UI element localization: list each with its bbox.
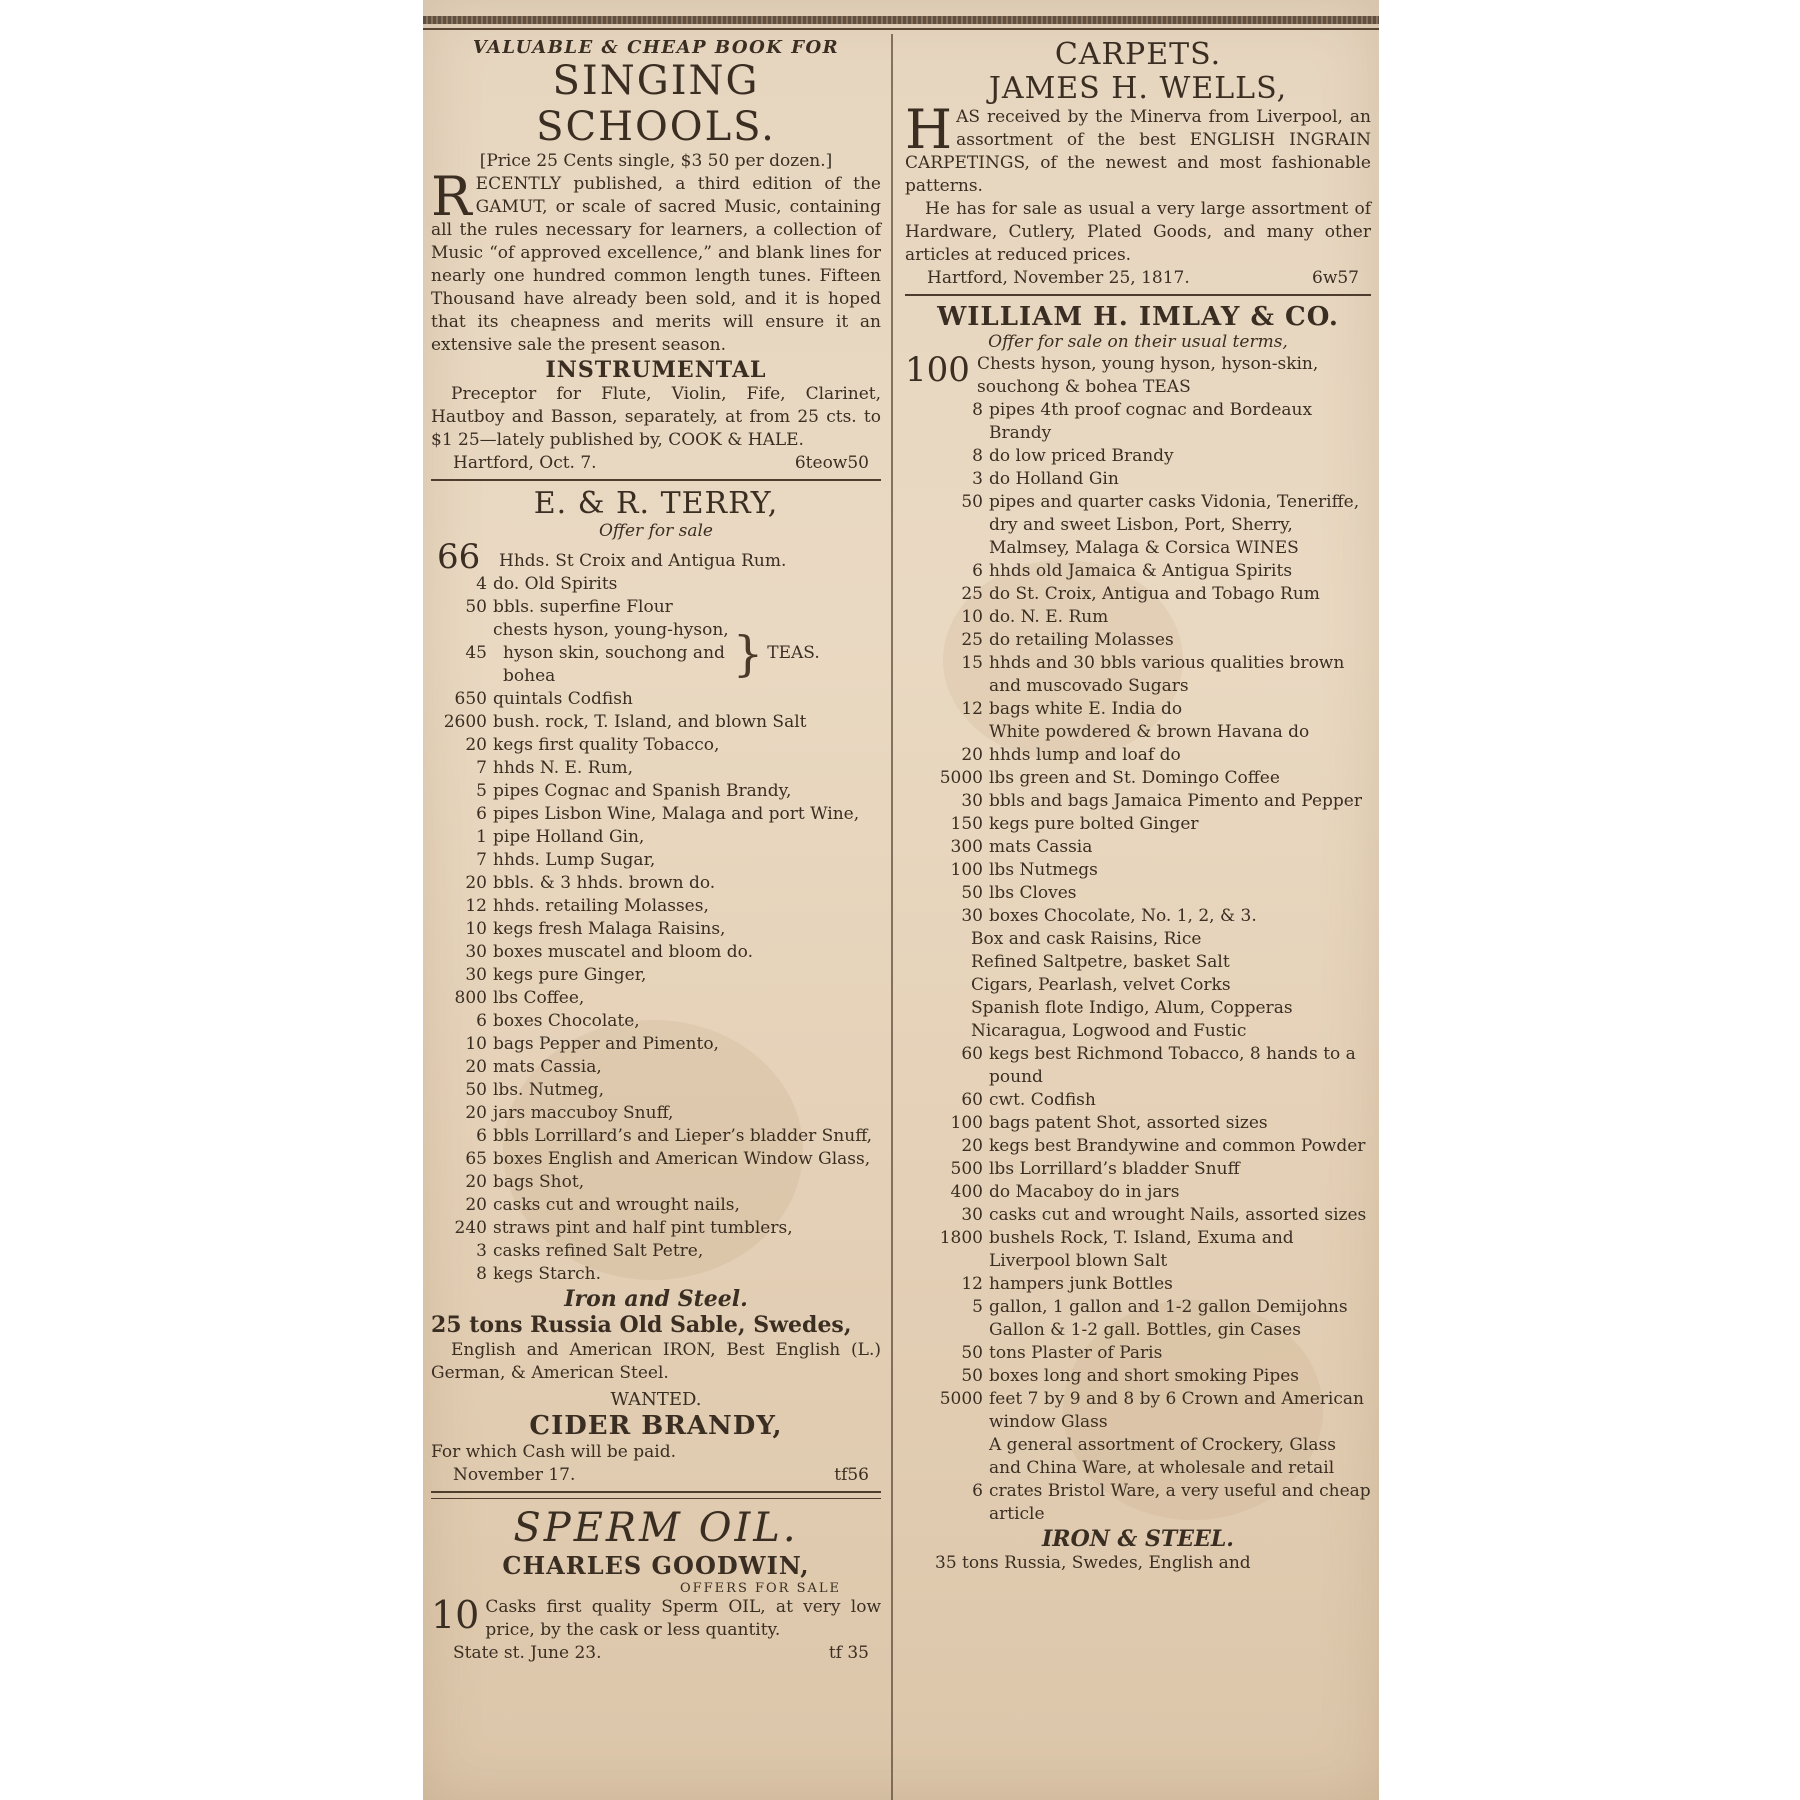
list-item (431, 941, 881, 964)
item-qty: 65 (465, 1149, 487, 1169)
brace-glyph: } (732, 625, 764, 682)
cash-line: For which Cash will be paid. (431, 1442, 677, 1462)
item-desc: hhds N. E. Rum, (493, 758, 633, 778)
item-qty: 5000 (939, 768, 983, 788)
ad-title: WILLIAM H. IMLAY & CO. (937, 302, 1339, 332)
right-column (905, 38, 1371, 1579)
item-qty (905, 721, 989, 744)
teas-line: bohea (503, 666, 556, 686)
list-item (431, 688, 881, 711)
item-desc: pipes Lisbon Wine, Malaga and port Wine, (493, 804, 860, 824)
ad-subtitle: INSTRUMENTAL (545, 357, 767, 383)
item-desc: bbls and bags Jamaica Pimento and Pepper (989, 791, 1362, 811)
ad-body-text: AS received by the Minerva from Liverpool, an assortment of the best ENGLISH INGRAIN CARPETINGS, of the newest and most fashionable patterns. (905, 107, 1371, 196)
item-desc: pipe Holland Gin, (493, 827, 645, 847)
item-desc: kegs pure bolted Ginger (989, 814, 1199, 834)
item-qty: 10 (465, 1034, 487, 1054)
list-item (905, 1112, 1371, 1135)
item-qty: 1 (476, 827, 487, 847)
list-item (905, 468, 1371, 491)
teas-item (431, 619, 881, 688)
item-desc: A general assortment of Crockery, Glass and China Ware, at wholesale and retail (989, 1435, 1336, 1478)
item-desc: kegs pure Ginger, (493, 965, 647, 985)
ad-carpets (905, 38, 1371, 289)
date-text: November 17. (453, 1465, 576, 1485)
item-desc: quintals Codfish (493, 689, 633, 709)
item-qty: 6 (476, 804, 487, 824)
iron-line: 35 tons Russia, Swedes, English and (935, 1553, 1251, 1573)
ad-subtext: Preceptor for Flute, Violin, Fife, Clarinet, Hautboy and Basson, separately, at from 25 cts. to $1 25—lately published by, COOK & HALE. (431, 384, 881, 450)
item-desc: hhds old Jamaica & Antigua Spirits (989, 561, 1293, 581)
list-item (431, 711, 881, 734)
item-qty: 30 (465, 942, 487, 962)
item-desc: lbs Coffee, (493, 988, 585, 1008)
item-desc: White powdered & brown Havana do (989, 722, 1310, 742)
list-item (431, 872, 881, 895)
list-item (431, 1217, 881, 1240)
list-item (431, 1010, 881, 1033)
item-desc: bushels Rock, T. Island, Exuma and Liverpool blown Salt (989, 1228, 1294, 1271)
list-item (905, 445, 1371, 468)
list-item (905, 491, 1371, 560)
list-item (431, 826, 881, 849)
item-qty: 3 (972, 469, 983, 489)
item-qty: 8 (476, 1264, 487, 1284)
date-text: Hartford, Oct. 7. (453, 453, 597, 473)
item-qty: 30 (961, 906, 983, 926)
drop-cap: H (905, 98, 953, 161)
item-desc: lbs Nutmegs (989, 860, 1098, 880)
item-qty: 60 (961, 1044, 983, 1064)
ad-body-2: He has for sale as usual a very large assortment of Hardware, Cutlery, Plated Goods, and many other articles at reduced prices. (905, 199, 1371, 265)
item-qty: 50 (961, 492, 983, 512)
ad-sperm-oil (431, 1505, 881, 1664)
item-desc: crates Bristol Ware, a very useful and cheap article (989, 1481, 1371, 1524)
list-item (431, 1125, 881, 1148)
plain-line: Nicaragua, Logwood and Fustic (971, 1021, 1247, 1041)
ad-separator (905, 294, 1371, 296)
item-qty (905, 1434, 989, 1480)
list-item (905, 1204, 1371, 1227)
plain-list (905, 928, 1371, 1043)
list-item (905, 1388, 1371, 1434)
item-qty: 100 (950, 1113, 983, 1133)
list-item (905, 721, 1371, 744)
item-qty: 30 (961, 791, 983, 811)
item-qty: 50 (465, 1080, 487, 1100)
item-qty: 15 (961, 653, 983, 673)
item-desc: casks refined Salt Petre, (493, 1241, 704, 1261)
ad-title: SINGING SCHOOLS. (536, 58, 776, 150)
date-text: State st. June 23. (453, 1643, 602, 1663)
list-item (905, 790, 1371, 813)
item-desc: bbls. superfine Flour (493, 597, 673, 617)
item-desc: bags white E. India do (989, 699, 1183, 719)
ad-body (905, 98, 1371, 198)
item-qty: 12 (465, 896, 487, 916)
item-qty: 100 (905, 350, 970, 390)
item-qty: 6 (476, 1126, 487, 1146)
item-qty: 2600 (443, 712, 487, 732)
list-item (905, 1273, 1371, 1296)
ad-singing-schools (431, 38, 881, 474)
item-qty: 400 (950, 1182, 983, 1202)
item-desc: boxes Chocolate, (493, 1011, 640, 1031)
list-item (905, 1089, 1371, 1112)
drop-cap: R (431, 165, 472, 228)
list-item (431, 537, 881, 577)
insertion-code: tf 35 (828, 1643, 869, 1663)
item-qty: 5 (476, 781, 487, 801)
ad-body-text: ECENTLY published, a third edition of the GAMUT, or scale of sacred Music, containing all the rules necessary for learners, a collection of Music “of approved excellence,” and blank lines for nearly one hundred common length tunes. Fifteen Thousand have already been sold, and it is hoped that its cheapness and merits will ensure it an extensive sale the present season. (431, 174, 881, 355)
item-qty: 7 (476, 850, 487, 870)
masthead-rule (423, 16, 1379, 24)
item-desc: lbs Cloves (989, 883, 1077, 903)
item-desc: do retailing Molasses (989, 630, 1174, 650)
item-qty: 50 (961, 1343, 983, 1363)
item-desc: straws pint and half pint tumblers, (493, 1218, 793, 1238)
item-desc: casks cut and wrought Nails, assorted sizes (989, 1205, 1367, 1225)
item-desc: Gallon & 1-2 gall. Bottles, gin Cases (989, 1320, 1301, 1340)
item-qty: 240 (454, 1218, 487, 1238)
item-desc: boxes English and American Window Glass, (493, 1149, 871, 1169)
item-desc: hhds lump and loaf do (989, 745, 1181, 765)
item-desc: bags Shot, (493, 1172, 585, 1192)
item-desc: hhds and 30 bbls various qualities brown and muscovado Sugars (989, 653, 1345, 696)
item-qty: 5 (972, 1297, 983, 1317)
masthead-rule-thin (423, 28, 1379, 30)
iron-heading: IRON & STEEL. (1042, 1526, 1234, 1552)
list-item (431, 1033, 881, 1056)
item-desc: Hhds. St Croix and Antigua Rum. (499, 551, 787, 571)
item-qty: 50 (465, 597, 487, 617)
item-qty: 30 (961, 1205, 983, 1225)
item-qty: 150 (950, 814, 983, 834)
list-item (431, 734, 881, 757)
list-item (905, 836, 1371, 859)
list-item (431, 573, 881, 596)
item-desc: do Holland Gin (989, 469, 1119, 489)
item-qty: 50 (961, 883, 983, 903)
list-item (431, 757, 881, 780)
iron-heading: Iron and Steel. (564, 1286, 748, 1312)
list-item (905, 606, 1371, 629)
list-item (431, 1194, 881, 1217)
item-qty: 45 (465, 643, 487, 663)
teas-label: TEAS. (767, 643, 820, 663)
item-qty: 20 (961, 745, 983, 765)
teas-line: chests hyson, young-hyson, (493, 620, 729, 640)
dateline (431, 1642, 881, 1664)
item-qty: 66 (437, 537, 481, 577)
ad-separator (431, 479, 881, 481)
newspaper-page (423, 0, 1379, 1800)
item-desc: lbs Lorrillard’s bladder Snuff (989, 1159, 1240, 1179)
item-desc: hhds. retailing Molasses, (493, 896, 709, 916)
list-item (905, 652, 1371, 698)
list-item (431, 964, 881, 987)
item-desc: do Macaboy do in jars (989, 1182, 1180, 1202)
plain-line: Refined Saltpetre, basket Salt (971, 952, 1230, 972)
item-desc: bags patent Shot, assorted sizes (989, 1113, 1268, 1133)
item-desc: bbls. & 3 hhds. brown do. (493, 873, 716, 893)
item-list (905, 399, 1371, 928)
item-desc: kegs Starch. (493, 1264, 601, 1284)
item-desc: mats Cassia (989, 837, 1093, 857)
left-column (431, 38, 881, 1668)
list-item (431, 1171, 881, 1194)
item-qty: 12 (961, 1274, 983, 1294)
list-item (905, 744, 1371, 767)
item-desc: do. N. E. Rum (989, 607, 1109, 627)
item-desc: cwt. Codfish (989, 1090, 1096, 1110)
iron-text: English and American IRON, Best English (L.) German, & American Steel. (431, 1340, 881, 1383)
item-qty: 25 (961, 630, 983, 650)
item-desc: casks cut and wrought nails, (493, 1195, 740, 1215)
item-desc: gallon, 1 gallon and 1-2 gallon Demijohns (989, 1297, 1348, 1317)
list-item (905, 1181, 1371, 1204)
item-qty: 6 (972, 561, 983, 581)
list-item (905, 1365, 1371, 1388)
list-item (905, 1043, 1371, 1089)
item-desc: boxes long and short smoking Pipes (989, 1366, 1300, 1386)
plain-line: Box and cask Raisins, Rice (971, 929, 1202, 949)
item-desc: mats Cassia, (493, 1057, 602, 1077)
item-qty: 20 (465, 1172, 487, 1192)
teas-line: hyson skin, souchong and (503, 643, 725, 663)
ad-name: CHARLES GOODWIN, (502, 1551, 810, 1580)
drop-number: 10 (431, 1593, 480, 1637)
item-desc: do low priced Brandy (989, 446, 1174, 466)
list-item (905, 698, 1371, 721)
item-qty: 20 (465, 873, 487, 893)
item-qty: 4 (476, 574, 487, 594)
item-qty: 12 (961, 699, 983, 719)
item-qty: 800 (454, 988, 487, 1008)
item-desc: Chests hyson, young hyson, hyson-skin, souchong & bohea TEAS (977, 354, 1319, 397)
list-item (905, 813, 1371, 836)
item-qty: 60 (961, 1090, 983, 1110)
dateline (431, 1464, 881, 1486)
ad-separator (431, 1491, 881, 1499)
list-item (431, 1056, 881, 1079)
item-desc: pipes and quarter casks Vidonia, Teneriffe, dry and sweet Lisbon, Port, Sherry, Malmsey, Malaga & Corsica WINES (989, 492, 1360, 558)
item-qty: 20 (465, 1195, 487, 1215)
item-qty: 6 (476, 1011, 487, 1031)
teas-lines (493, 619, 729, 688)
item-desc: pipes Cognac and Spanish Brandy, (493, 781, 792, 801)
item-qty: 100 (950, 860, 983, 880)
item-desc: kegs fresh Malaga Raisins, (493, 919, 726, 939)
item-qty: 6 (972, 1481, 983, 1501)
item-desc: do St. Croix, Antigua and Tobago Rum (989, 584, 1320, 604)
ad-body (431, 165, 881, 357)
list-item (431, 918, 881, 941)
item-qty (905, 1319, 989, 1342)
column-divider (891, 34, 893, 1800)
ad-title: CARPETS. (1054, 37, 1222, 72)
item-desc: boxes Chocolate, No. 1, 2, & 3. (989, 906, 1257, 926)
list-item (431, 1263, 881, 1286)
item-qty: 20 (465, 1057, 487, 1077)
wanted-heading: WANTED. (610, 1389, 702, 1410)
ad-offer: Offer for sale (599, 521, 713, 541)
item-desc: hhds. Lump Sugar, (493, 850, 656, 870)
list-item (905, 1319, 1371, 1342)
item-list (431, 688, 881, 1286)
ad-offer: Offer for sale on their usual terms, (988, 332, 1288, 352)
item-list (905, 1043, 1371, 1526)
item-desc: tons Plaster of Paris (989, 1343, 1163, 1363)
item-desc: hampers junk Bottles (989, 1274, 1173, 1294)
item-qty: 20 (465, 735, 487, 755)
item-qty: 300 (950, 837, 983, 857)
item-desc: pipes 4th proof cognac and Bordeaux Brandy (989, 400, 1313, 443)
item-qty: 30 (465, 965, 487, 985)
item-qty: 3 (476, 1241, 487, 1261)
price-line: [Price 25 Cents single, $3 50 per dozen.] (479, 151, 833, 171)
list-item (431, 1148, 881, 1171)
list-item (431, 596, 881, 619)
list-item (905, 560, 1371, 583)
list-item (905, 1227, 1371, 1273)
list-item (905, 583, 1371, 606)
insertion-code: 6w57 (1312, 268, 1359, 288)
iron-line: 25 tons Russia Old Sable, Swedes, (431, 1312, 852, 1338)
list-item (431, 849, 881, 872)
item-qty: 8 (972, 446, 983, 466)
list-item (905, 1296, 1371, 1319)
item-desc: kegs first quality Tobacco, (493, 735, 720, 755)
item-qty: 7 (476, 758, 487, 778)
list-item (905, 905, 1371, 928)
ad-body (431, 1593, 881, 1642)
cider-heading: CIDER BRANDY, (529, 1411, 783, 1441)
item-desc: bbls Lorrillard’s and Lieper’s bladder Snuff, (493, 1126, 873, 1146)
list-item (431, 780, 881, 803)
item-desc: boxes muscatel and bloom do. (493, 942, 753, 962)
item-desc: do. Old Spirits (493, 574, 618, 594)
plain-line: Spanish flote Indigo, Alum, Copperas (971, 998, 1293, 1018)
ad-title: E. & R. TERRY, (533, 486, 779, 521)
item-qty: 20 (961, 1136, 983, 1156)
item-desc: kegs best Richmond Tobacco, 8 hands to a pound (989, 1044, 1356, 1087)
dateline (431, 452, 881, 474)
offers-line: OFFERS FOR SALE (679, 1581, 841, 1596)
item-qty: 650 (454, 689, 487, 709)
item-desc: feet 7 by 9 and 8 by 6 Crown and American window Glass (989, 1389, 1364, 1432)
item-desc: bags Pepper and Pimento, (493, 1034, 719, 1054)
ad-title: SPERM OIL. (513, 1505, 799, 1551)
ad-imlay (905, 302, 1371, 1575)
list-item (905, 1158, 1371, 1181)
list-item (905, 1434, 1371, 1480)
ad-terry (431, 487, 881, 1486)
ad-name: JAMES H. WELLS, (988, 71, 1288, 106)
item-qty: 1800 (939, 1228, 983, 1248)
list-item (905, 399, 1371, 445)
dateline (905, 267, 1371, 289)
item-desc: kegs best Brandywine and common Powder (989, 1136, 1366, 1156)
item-qty: 10 (465, 919, 487, 939)
insertion-code: 6teow50 (794, 453, 869, 473)
list-item (431, 895, 881, 918)
ad-body-text: Casks first quality Sperm OIL, at very low price, by the cask or less quantity. (485, 1597, 881, 1640)
list-item (905, 1135, 1371, 1158)
item-desc: bush. rock, T. Island, and blown Salt (493, 712, 807, 732)
item-qty: 10 (961, 607, 983, 627)
insertion-code: tf56 (834, 1465, 869, 1485)
date-text: Hartford, November 25, 1817. (927, 268, 1190, 288)
list-item (431, 1240, 881, 1263)
list-item (905, 882, 1371, 905)
list-item (905, 859, 1371, 882)
item-desc: lbs. Nutmeg, (493, 1080, 604, 1100)
list-item (431, 987, 881, 1010)
item-qty: 20 (465, 1103, 487, 1123)
list-item (905, 629, 1371, 652)
list-item (431, 1102, 881, 1125)
list-item (905, 350, 1371, 399)
list-item (905, 1480, 1371, 1526)
list-item (905, 767, 1371, 790)
item-qty: 25 (961, 584, 983, 604)
item-qty: 500 (950, 1159, 983, 1179)
list-item (431, 1079, 881, 1102)
ad-kicker: VALUABLE & CHEAP BOOK FOR (472, 37, 840, 58)
item-qty: 8 (972, 400, 983, 420)
plain-line: Cigars, Pearlash, velvet Corks (971, 975, 1231, 995)
item-qty: 5000 (939, 1389, 983, 1409)
item-desc: lbs green and St. Domingo Coffee (989, 768, 1280, 788)
item-qty: 50 (961, 1366, 983, 1386)
item-desc: jars maccuboy Snuff, (493, 1103, 674, 1123)
list-item (905, 1342, 1371, 1365)
list-item (431, 803, 881, 826)
